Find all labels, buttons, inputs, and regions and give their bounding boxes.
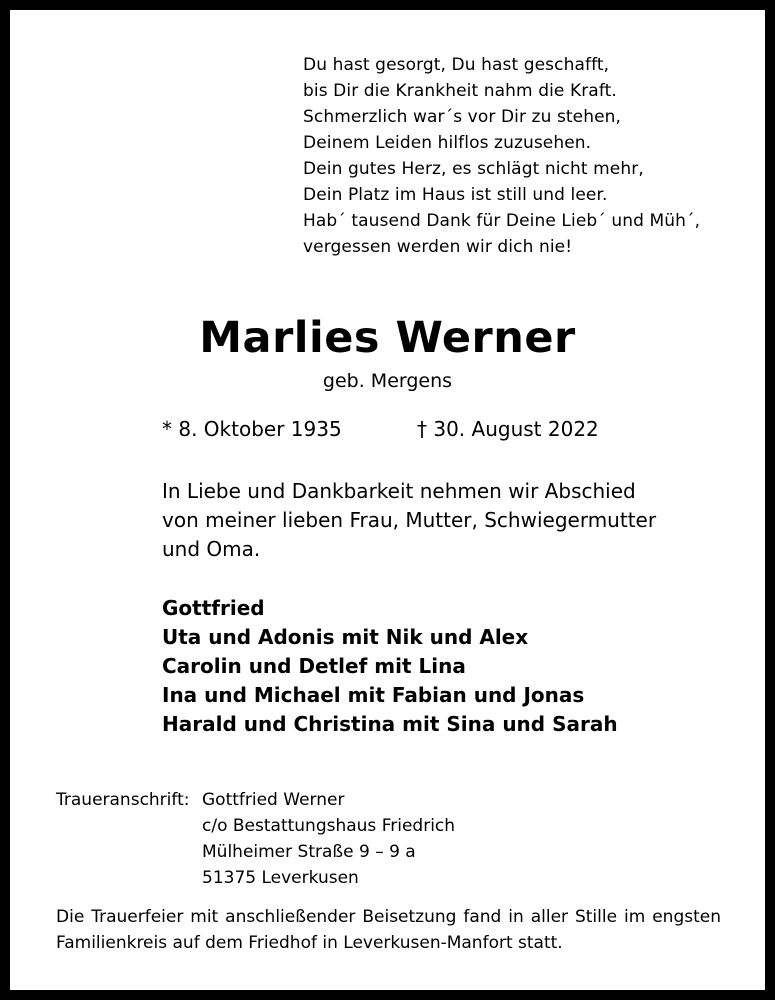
memorial-poem xyxy=(303,52,700,260)
family-member: Uta und Adonis mit Nik und Alex xyxy=(162,625,529,649)
poem-line: Hab´ tausend Dank für Deine Lieb´ und Müh´, xyxy=(303,211,701,231)
family-member: Carolin und Detlef mit Lina xyxy=(162,654,466,678)
family-member: Gottfried xyxy=(162,596,265,620)
poem-line: bis Dir die Krankheit nahm die Kraft. xyxy=(303,81,617,101)
address-lines xyxy=(202,787,455,891)
poem-line: Dein gutes Herz, es schlägt nicht mehr, xyxy=(303,159,644,179)
poem-line: vergessen werden wir dich nie! xyxy=(303,237,573,257)
poem-line: Schmerzlich war´s vor Dir zu stehen, xyxy=(303,107,622,127)
family-list xyxy=(162,594,618,739)
family-member: Harald und Christina mit Sina und Sarah xyxy=(162,712,618,736)
deceased-name: Marlies Werner xyxy=(199,313,576,363)
address-line: 51375 Leverkusen xyxy=(202,868,359,888)
address-label: Traueranschrift: xyxy=(56,790,190,810)
birth-date: * 8. Oktober 1935 xyxy=(162,417,342,441)
address-line: Gottfried Werner xyxy=(202,790,345,810)
death-date: † 30. August 2022 xyxy=(417,417,599,441)
address-line: c/o Bestattungshaus Friedrich xyxy=(202,816,456,836)
ceremony-note: Die Trauerfeier mit anschließender Beisetzung fand in aller Stille im engsten Familienkreis auf dem Friedhof in Leverkusen-Manfort statt. xyxy=(56,907,721,953)
address-line: Mülheimer Straße 9 – 9 a xyxy=(202,842,416,862)
maiden-name: geb. Mergens xyxy=(322,370,453,392)
poem-line: Du hast gesorgt, Du hast geschafft, xyxy=(303,55,610,75)
poem-line: Dein Platz im Haus ist still und leer. xyxy=(303,185,608,205)
farewell-line: von meiner lieben Frau, Mutter, Schwiegermutter xyxy=(162,508,657,532)
farewell-line: und Oma. xyxy=(162,537,261,561)
farewell-text xyxy=(162,477,656,564)
family-member: Ina und Michael mit Fabian und Jonas xyxy=(162,683,585,707)
farewell-line: In Liebe und Dankbarkeit nehmen wir Abschied xyxy=(162,479,636,503)
poem-line: Deinem Leiden hilflos zuzusehen. xyxy=(303,133,592,153)
